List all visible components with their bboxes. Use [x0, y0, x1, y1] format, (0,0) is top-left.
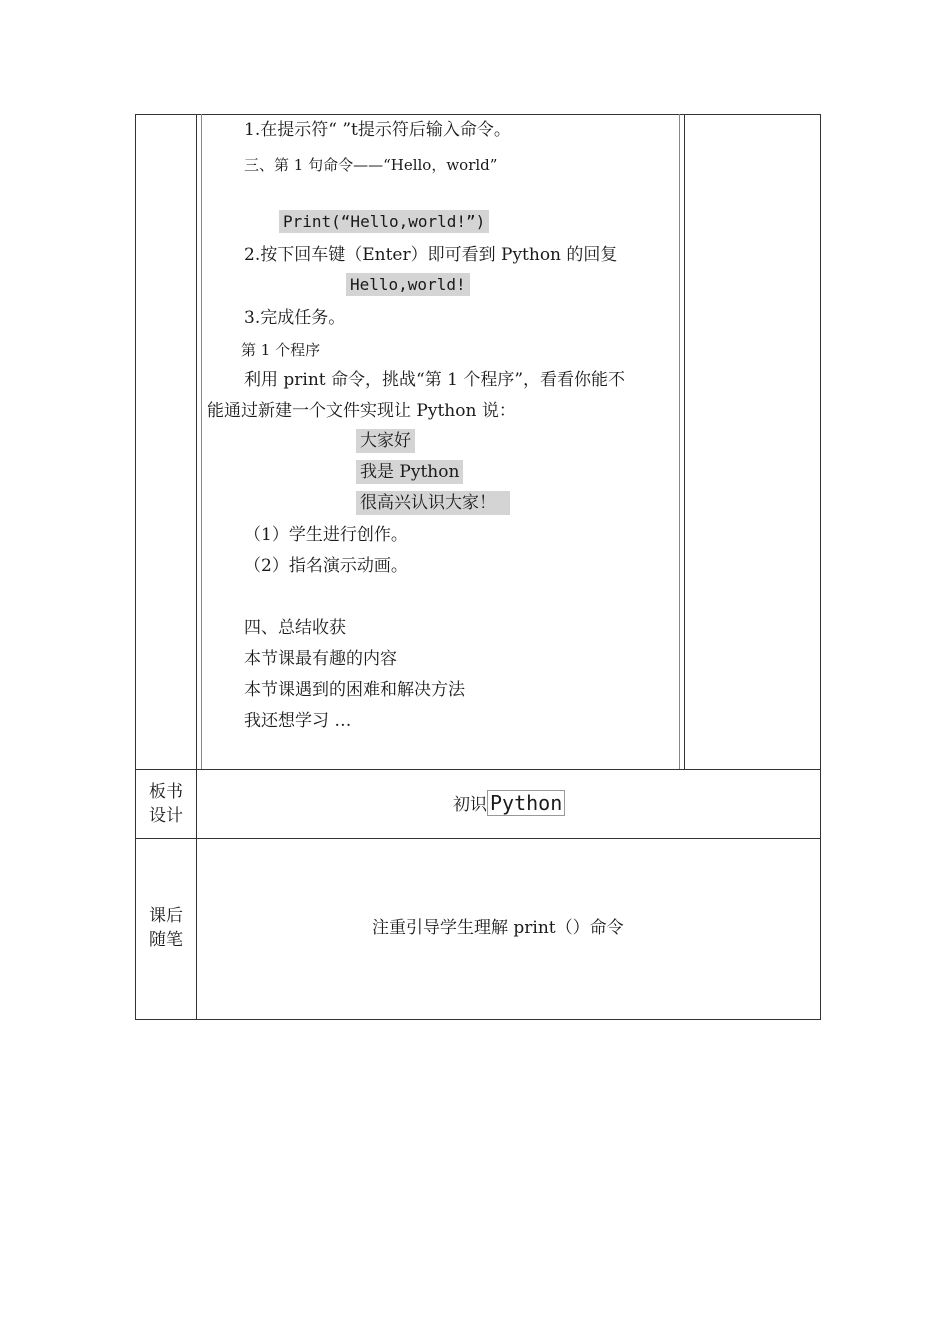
code-print-hello — [279, 211, 489, 233]
step-3-task-text: 3.完成任务。 — [244, 308, 346, 328]
board-design-label — [141, 780, 191, 828]
notes-label-line-2: 随笔 — [149, 930, 183, 950]
summary-item-want-to-learn: 我还想学习 … — [244, 711, 352, 731]
step-2-enter-text: 2.按下回车键（Enter）即可看到 Python 的回复 — [244, 245, 618, 265]
activity-student-create: （1）学生进行创作。 — [244, 525, 408, 545]
code-output-hello-text: Hello,world! — [346, 273, 470, 296]
content-inner-left-border — [201, 114, 202, 769]
board-design-label-line-1: 板书 — [149, 782, 183, 802]
code-print-hello-text: Print(“Hello,world!”) — [279, 210, 489, 233]
program-output-line-1-text: 大家好 — [356, 429, 415, 453]
program-output-line-1 — [356, 430, 415, 452]
content-inner-right-border — [679, 114, 680, 769]
notes-column-divider — [684, 114, 685, 769]
section-three-heading: 三、第 1 句命令——“Hello，world” — [244, 156, 498, 174]
row-divider-board — [135, 769, 821, 770]
program-output-line-2 — [356, 461, 463, 483]
step-1-prompt-text: 1.在提示符“ ”t提示符后输入命令。 — [244, 120, 511, 140]
board-design-content — [453, 790, 565, 819]
notes-label-line-1: 课后 — [149, 906, 183, 926]
table-bottom-border — [135, 1019, 821, 1020]
board-design-python-box: Python — [487, 790, 565, 816]
activity-demo-animation: （2）指名演示动画。 — [244, 556, 408, 576]
summary-item-difficulties: 本节课遇到的困难和解决方法 — [244, 680, 465, 700]
label-column-divider — [196, 114, 197, 1020]
table-top-border — [135, 114, 821, 115]
section-four-heading: 四、总结收获 — [244, 618, 346, 638]
row-divider-notes — [135, 838, 821, 839]
program-output-line-3 — [356, 492, 510, 514]
summary-item-interesting: 本节课最有趣的内容 — [244, 649, 397, 669]
code-output-hello — [346, 274, 470, 296]
challenge-text-line-1: 利用 print 命令，挑战“第 1 个程序”，看看你能不 — [244, 370, 626, 390]
challenge-text-line-2: 能通过新建一个文件实现让 Python 说： — [207, 401, 516, 421]
notes-content: 注重引导学生理解 print（）命令 — [372, 918, 624, 938]
program-output-line-2-text: 我是 Python — [356, 460, 463, 484]
program-output-line-3-text: 很高兴认识大家！ — [356, 491, 510, 515]
first-program-heading: 第 1 个程序 — [241, 341, 321, 359]
table-right-border — [820, 114, 821, 1020]
table-left-border — [135, 114, 136, 1020]
notes-label — [141, 904, 191, 952]
board-design-prefix: 初识 — [453, 795, 487, 815]
board-design-label-line-2: 设计 — [149, 806, 183, 826]
